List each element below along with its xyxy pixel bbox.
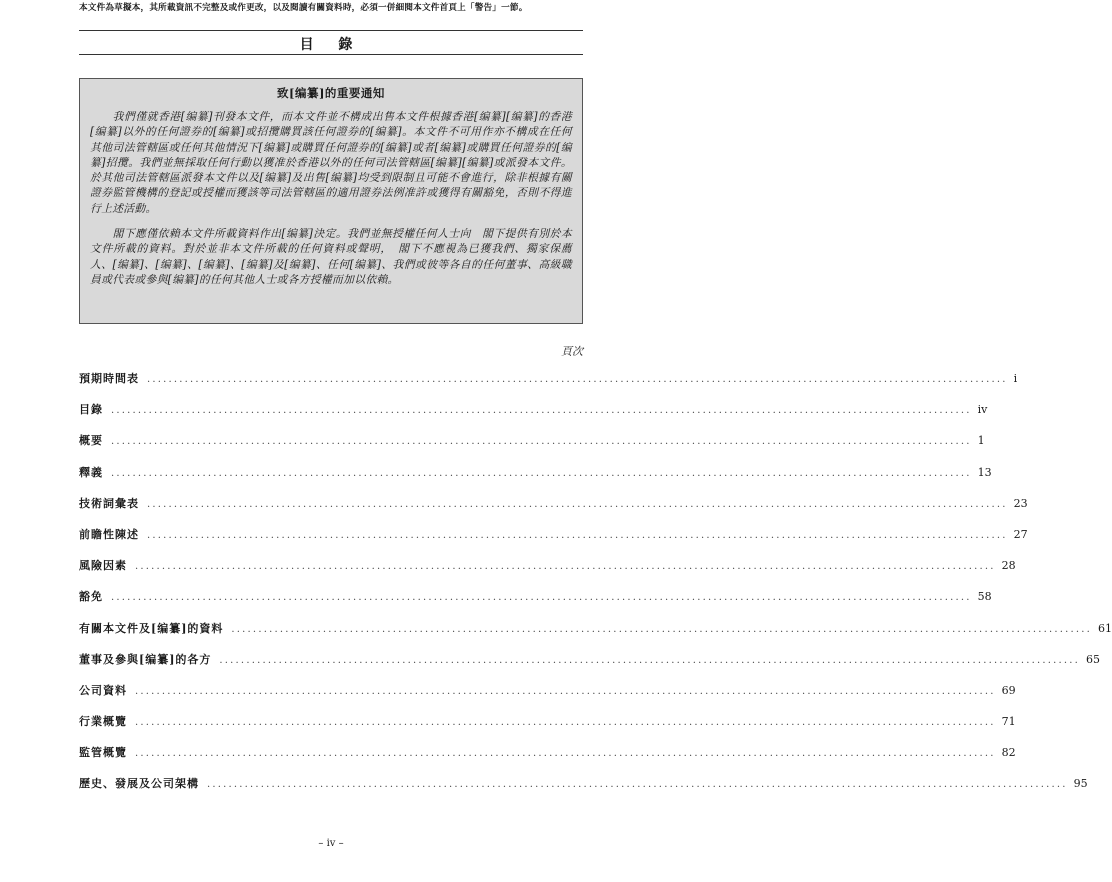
toc-entry[interactable] — [79, 401, 988, 432]
toc-entry-label[interactable]: 董事及參與[编纂]的各方 — [79, 652, 212, 666]
toc-dot-leader: ................................................................................................................................................................ — [111, 436, 972, 448]
toc-entry-page[interactable]: 1 — [977, 434, 985, 448]
toc-entry-label[interactable]: 預期時間表 — [79, 372, 139, 385]
important-notice-box — [79, 78, 583, 324]
toc-entry[interactable] — [79, 775, 1088, 806]
notice-paragraph-1: 我們僅就香港[编纂]刊發本文件，而本文件並不構成出售本文件根據香港[编纂][编纂]的香港[编纂]以外的任何證券的[编纂]或招攬購買該任何證券的[编纂]。本文件不可用作亦不構成在任何其他司法管轄區或任何其他情況下[编纂]或購買任何證券的[编纂]或者[编纂]或購買任何證券的[编纂]招攬。我們並無採取任何行動以獲准於香港以外的任何司法管轄區[编纂][编纂]或派發本文件。於其他司法管轄區派發本文件以及[编纂]及出售[编纂]均受到限制且可能不會進行，除非根據有關證券監管機構的登記或授權而獲該等司法管轄區的適用證券法例准許或獲得有關豁免，否則不得進行上述活動。 — [90, 110, 572, 215]
header-rule-bottom — [79, 54, 583, 55]
toc-entry[interactable] — [79, 432, 985, 463]
toc-entry-page[interactable]: 28 — [1001, 559, 1016, 573]
toc-entry-label[interactable]: 前瞻性陳述 — [79, 527, 139, 541]
toc-dot-leader: ................................................................................................................................................................ — [111, 592, 972, 604]
toc-entry[interactable] — [79, 682, 1016, 713]
toc-entry-label[interactable]: 行業概覽 — [79, 715, 127, 729]
toc-entry-page[interactable]: 58 — [977, 590, 992, 604]
table-of-contents — [79, 370, 1112, 807]
toc-entry-label[interactable]: 有關本文件及[编纂]的資料 — [79, 621, 224, 635]
toc-entry-page[interactable]: 27 — [1013, 527, 1028, 541]
toc-entry-page[interactable]: 95 — [1073, 777, 1088, 791]
page-title: 目 錄 — [299, 37, 363, 53]
toc-entry-label[interactable]: 概要 — [79, 434, 103, 448]
toc-dot-leader: ................................................................................................................................................................ — [111, 405, 972, 417]
toc-entry-page[interactable]: iv — [977, 403, 988, 417]
toc-entry[interactable] — [79, 526, 1028, 557]
toc-entry[interactable] — [79, 651, 1101, 682]
toc-dot-leader: ................................................................................................................................................................ — [111, 467, 972, 479]
page-number-footer: – iv – — [318, 838, 344, 849]
toc-dot-leader: ................................................................................................................................................................ — [207, 779, 1068, 791]
toc-entry[interactable] — [79, 464, 992, 495]
toc-entry-label[interactable]: 監管概覽 — [79, 746, 127, 760]
header-rule-top — [79, 30, 583, 31]
toc-entry[interactable] — [79, 588, 992, 619]
toc-dot-leader: ................................................................................................................................................................ — [135, 748, 996, 760]
toc-entry-page[interactable]: 65 — [1086, 652, 1101, 666]
toc-entry-label[interactable]: 公司資料 — [79, 683, 127, 697]
toc-dot-leader: ................................................................................................................................................................ — [135, 561, 996, 573]
draft-warning-header: 本文件為草擬本，其所載資訊不完整及或作更改，以及閱讀有關資料時，必須一併細閱本文件首頁上「警告」一節。 — [79, 3, 528, 13]
toc-entry-page[interactable]: 71 — [1001, 715, 1016, 729]
toc-entry[interactable] — [79, 620, 1112, 651]
toc-entry-label[interactable]: 豁免 — [79, 590, 103, 604]
toc-entry[interactable] — [79, 495, 1028, 526]
toc-entry-page[interactable]: 69 — [1001, 683, 1016, 697]
notice-title: 致[编纂]的重要通知 — [277, 86, 385, 100]
toc-dot-leader: ................................................................................................................................................................ — [135, 717, 996, 729]
toc-dot-leader: ................................................................................................................................................................ — [219, 654, 1081, 666]
toc-entry-label[interactable]: 釋義 — [79, 465, 103, 479]
toc-entry-page[interactable]: i — [1013, 372, 1018, 385]
toc-entry-page[interactable]: 23 — [1013, 496, 1028, 510]
toc-entry-page[interactable]: 13 — [977, 465, 992, 479]
toc-entry-label[interactable]: 技術詞彙表 — [79, 496, 139, 510]
toc-entry[interactable] — [79, 713, 1016, 744]
toc-dot-leader: ................................................................................................................................................................ — [147, 529, 1008, 541]
toc-entry-page[interactable]: 61 — [1098, 621, 1112, 635]
page-column-header: 頁次 — [561, 345, 583, 358]
toc-dot-leader: ................................................................................................................................................................ — [147, 498, 1008, 510]
toc-dot-leader: ................................................................................................................................................................ — [135, 685, 996, 697]
toc-entry[interactable] — [79, 370, 1018, 401]
toc-entry[interactable] — [79, 557, 1016, 588]
toc-entry-label[interactable]: 風險因素 — [79, 559, 127, 573]
toc-dot-leader: ................................................................................................................................................................ — [147, 374, 1008, 385]
toc-dot-leader: ................................................................................................................................................................ — [231, 623, 1093, 635]
notice-paragraph-2: 閣下應僅依賴本文件所載資料作出[编纂]決定。我們並無授權任何人士向 閣下提供有別於本文件所載的資料。對於並非本文件所載的任何資料或聲明， 閣下不應視為已獲我們、獨家保薦人、[编纂]、[编纂]、[编纂]、[编纂]及[编纂]、任何[编纂]、我們或彼等各自的任何董事、高級職員或代表或參與[编纂]的任何其他人士或各方授權而加以依賴。 — [90, 227, 572, 286]
toc-entry[interactable] — [79, 744, 1016, 775]
toc-entry-page[interactable]: 82 — [1001, 746, 1016, 760]
toc-entry-label[interactable]: 歷史、發展及公司架構 — [79, 777, 199, 791]
toc-entry-label[interactable]: 目錄 — [79, 403, 103, 417]
